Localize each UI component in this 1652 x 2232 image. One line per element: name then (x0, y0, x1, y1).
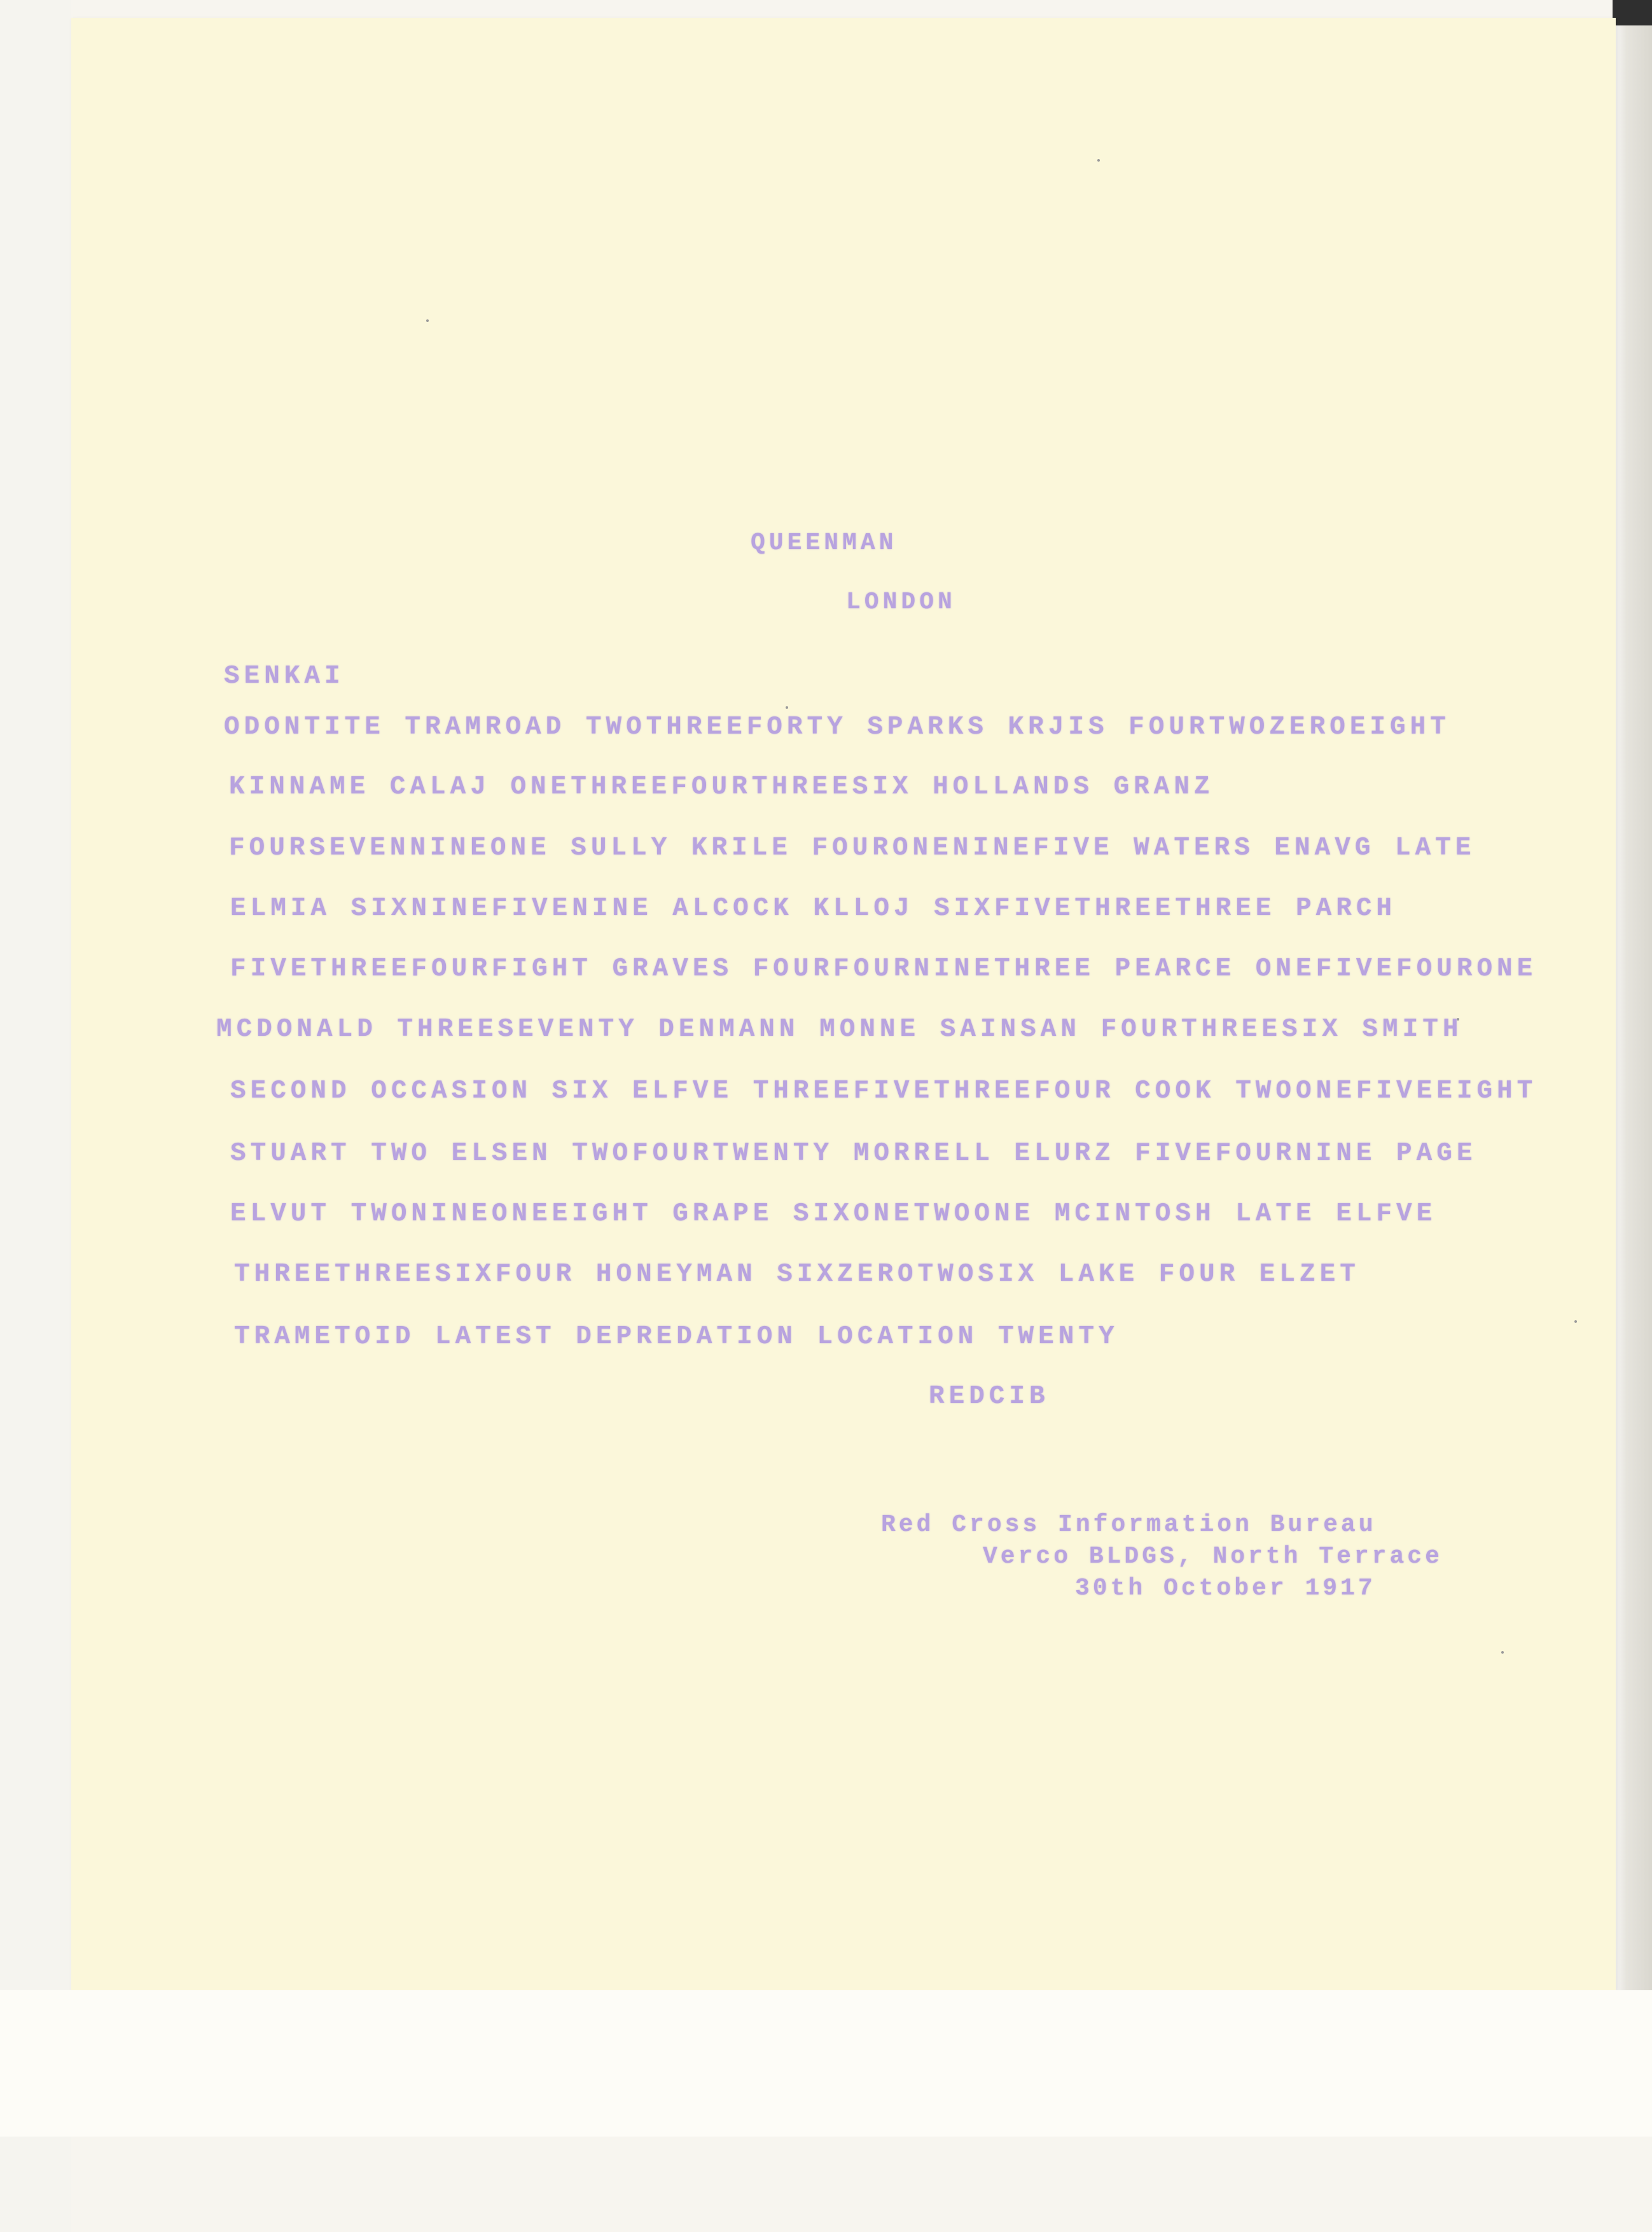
closing-code: REDCIB (929, 1382, 1050, 1411)
cipher-line: SECOND OCCASION SIX ELFVE THREEFIVETHREEFOUR COOK TWOONEFIVEEIGHT (230, 1077, 1537, 1106)
cipher-line: THREETHREESIXFOUR HONEYMAN SIXZEROTWOSIX LAKE FOUR ELZET (234, 1260, 1360, 1289)
cipher-line: FOURSEVENNINEONE SULLY KRILE FOURONENINEFIVE WATERS ENAVG LATE (229, 834, 1476, 863)
paper-speck (1501, 1651, 1504, 1654)
cipher-line: ELMIA SIXNINEFIVENINE ALCOCK KLLOJ SIXFIVETHREETHREE PARCH (230, 894, 1397, 923)
cipher-line: ELVUT TWONINEONEEIGHT GRAPE SIXONETWOONE MCINTOSH LATE ELFVE (230, 1199, 1437, 1229)
cipher-line: FIVETHREEFOURFIGHT GRAVES FOURFOURNINETHREE PEARCE ONEFIVEFOURONE (230, 954, 1537, 984)
message-prefix: SENKAI (224, 662, 345, 691)
cipher-line: STUART TWO ELSEN TWOFOURTWENTY MORRELL ELURZ FIVEFOURNINE PAGE (230, 1139, 1477, 1168)
paper-speck (786, 706, 788, 709)
paper-edge-shadow (1609, 25, 1652, 2011)
scan-bottom-band (0, 1990, 1652, 2137)
cipher-line: MCDONALD THREESEVENTY DENMANN MONNE SAINSAN FOURTHREESIX SMITH (216, 1015, 1463, 1044)
faded-footer-text (483, 2149, 1043, 2168)
cipher-line: ODONTITE TRAMROAD TWOTHREEFORTY SPARKS KRJIS FOURTWOZEROEIGHT (224, 713, 1450, 742)
paper-speck (1097, 159, 1100, 162)
scan-left-margin (0, 0, 71, 2232)
signature-line-3: 30th October 1917 (1075, 1575, 1376, 1602)
address-line-2: LONDON (846, 589, 956, 616)
cipher-line: KINNAME CALAJ ONETHREEFOURTHREESIX HOLLANDS GRANZ (229, 772, 1214, 802)
address-line-1: QUEENMAN (751, 529, 898, 557)
typed-telegram-sheet (71, 18, 1616, 1990)
cipher-line: TRAMETOID LATEST DEPREDATION LOCATION TWENTY (234, 1322, 1119, 1351)
signature-line-2: Verco BLDGS, North Terrace (983, 1543, 1443, 1570)
paper-speck (426, 319, 429, 322)
paper-speck (1574, 1320, 1577, 1323)
signature-line-1: Red Cross Information Bureau (881, 1511, 1377, 1538)
